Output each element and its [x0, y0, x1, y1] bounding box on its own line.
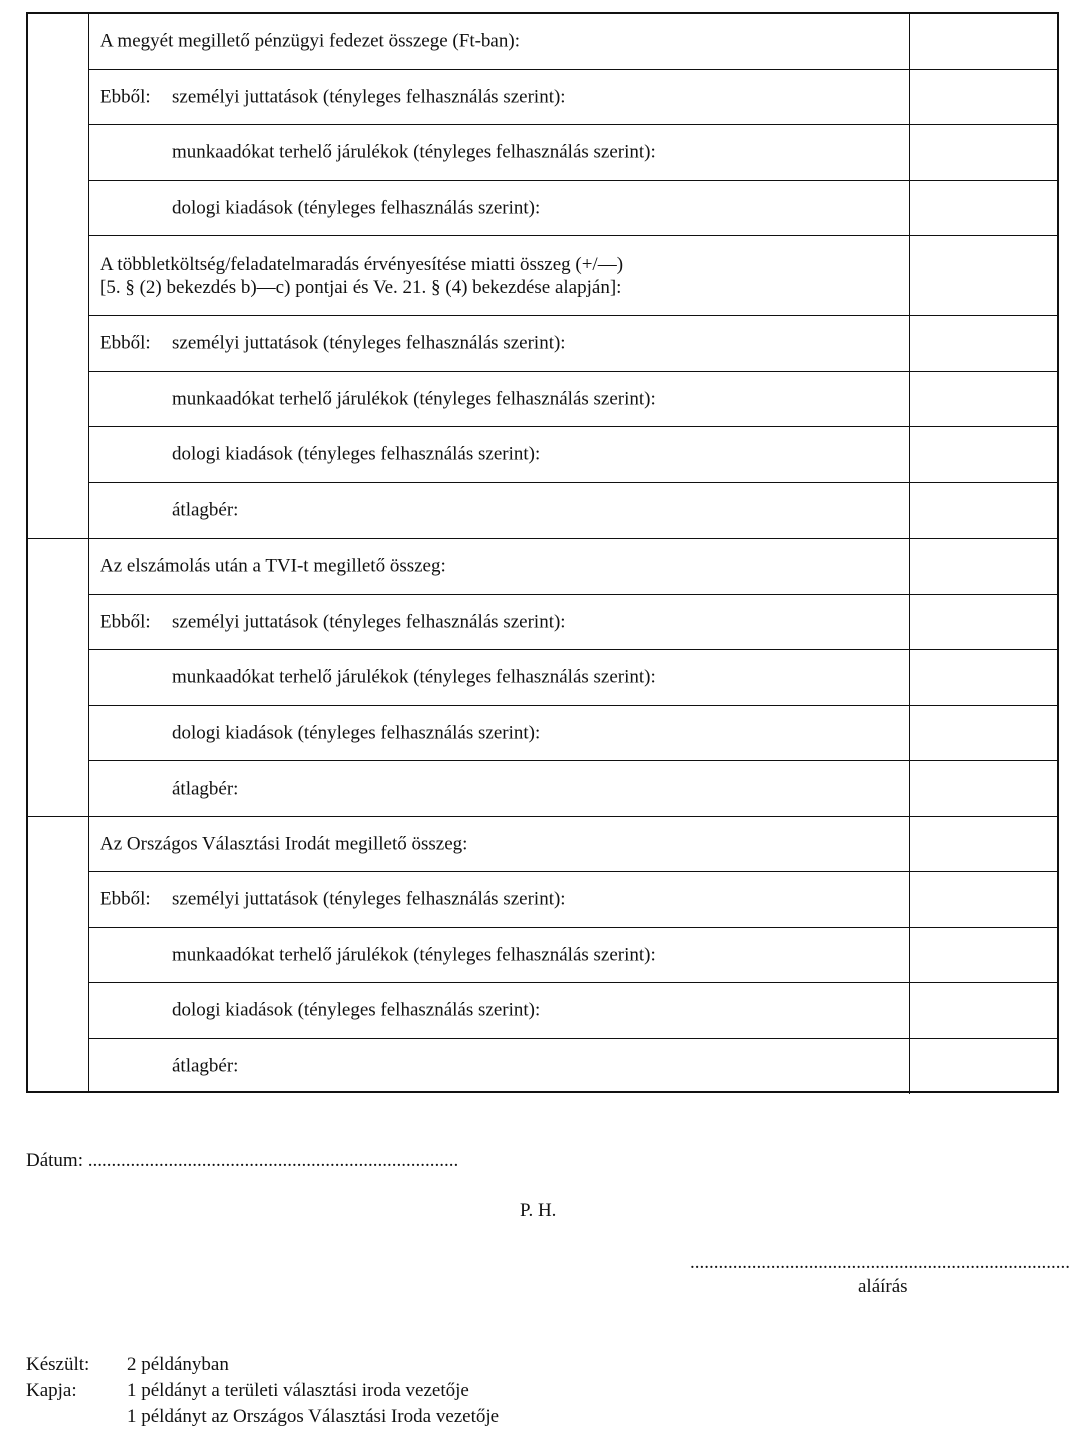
section-rows [88, 817, 1057, 1094]
row-label-text: munkaadókat terhelő járulékok (tényleges felhasználás szerint): [172, 388, 656, 410]
date-field[interactable]: .............................................................................. [87, 1150, 459, 1171]
row-label [100, 85, 897, 108]
row-label-text: személyi juttatások (tényleges felhasználás szerint): [172, 332, 566, 354]
row-label-text: Az elszámolás után a TVI-t megillető összeg: [100, 555, 446, 577]
amount-cell[interactable] [909, 817, 1057, 872]
row-label-text: A megyét megillető pénzügyi fedezet összege (Ft-ban): [100, 30, 520, 52]
amount-cell[interactable] [909, 14, 1057, 69]
row-label [100, 888, 897, 911]
table-row [88, 595, 1057, 651]
row-label [100, 332, 897, 355]
row-label [172, 666, 897, 689]
amount-cell[interactable] [909, 761, 1057, 817]
table-row [88, 427, 1057, 483]
row-prefix: Ebből: [100, 888, 151, 910]
signature-field[interactable]: ................................................................................ [690, 1252, 1070, 1273]
table-row [88, 372, 1057, 428]
amount-cell[interactable] [909, 1039, 1057, 1095]
row-prefix: Ebből: [100, 86, 151, 108]
row-label-text: személyi juttatások (tényleges felhasználás szerint): [172, 888, 566, 910]
row-label [100, 832, 897, 855]
row-label [100, 30, 897, 53]
amount-cell[interactable] [909, 427, 1057, 482]
amount-cell[interactable] [909, 928, 1057, 983]
amount-cell[interactable] [909, 595, 1057, 650]
section-number-cell [28, 14, 89, 538]
row-label-text: dologi kiadások (tényleges felhasználás szerint): [172, 443, 541, 465]
row-label [172, 443, 897, 466]
date-label: Dátum: [26, 1150, 83, 1171]
row-label-text: A többletköltség/feladatelmaradás érvényesítése miatti összeg (+/—) [100, 253, 624, 275]
amount-cell[interactable] [909, 650, 1057, 705]
table-row [88, 483, 1057, 539]
signature-label: aláírás [858, 1276, 908, 1297]
section-rows [88, 539, 1057, 816]
amount-cell[interactable] [909, 483, 1057, 539]
kapja-label: Kapja: [26, 1380, 77, 1401]
stamp-placeholder: P. H. [520, 1200, 557, 1221]
table-row [88, 706, 1057, 762]
kapja-line-2: 1 példányt az Országos Választási Iroda vezetője [127, 1406, 500, 1427]
date-line [26, 1150, 458, 1172]
table-row [88, 872, 1057, 928]
row-label-text-line-2: [5. § (2) bekezdés b)—c) pontjai és Ve. 21. § (4) bekezdése alapján]: [100, 276, 622, 298]
row-prefix: Ebből: [100, 611, 151, 633]
keszult-value: 2 példányban [127, 1354, 229, 1375]
amount-cell[interactable] [909, 539, 1057, 594]
amount-cell[interactable] [909, 70, 1057, 125]
amount-cell[interactable] [909, 872, 1057, 927]
row-label-text: munkaadókat terhelő járulékok (tényleges felhasználás szerint): [172, 666, 656, 688]
amount-cell[interactable] [909, 236, 1057, 315]
row-label [172, 141, 897, 164]
section-number-cell [28, 817, 89, 1094]
row-label [172, 196, 897, 219]
amount-cell[interactable] [909, 181, 1057, 236]
table-section [28, 816, 1057, 1094]
row-label-text: átlagbér: [172, 1055, 239, 1077]
keszult-label: Készült: [26, 1354, 90, 1375]
table-row [88, 928, 1057, 984]
table-row [88, 539, 1057, 595]
row-label [172, 777, 897, 800]
amount-cell[interactable] [909, 316, 1057, 371]
table-row [88, 316, 1057, 372]
table-section [28, 538, 1057, 816]
table-row [88, 650, 1057, 706]
row-label [100, 253, 897, 299]
row-label [172, 721, 897, 744]
table-row [88, 236, 1057, 316]
row-label-text: átlagbér: [172, 499, 239, 521]
row-prefix: Ebből: [100, 332, 151, 354]
table-row [88, 817, 1057, 873]
kapja-line-1: 1 példányt a területi választási iroda vezetője [127, 1380, 469, 1401]
amount-cell[interactable] [909, 372, 1057, 427]
table-row [88, 14, 1057, 70]
table-row [88, 181, 1057, 237]
row-label [172, 943, 897, 966]
row-label-text: személyi juttatások (tényleges felhasználás szerint): [172, 86, 566, 108]
table-row [88, 1039, 1057, 1095]
amount-cell[interactable] [909, 125, 1057, 180]
table-row [88, 761, 1057, 817]
row-label-text: dologi kiadások (tényleges felhasználás szerint): [172, 197, 541, 219]
section-rows [88, 14, 1057, 538]
row-label [172, 1055, 897, 1078]
row-label-text: dologi kiadások (tényleges felhasználás szerint): [172, 999, 541, 1021]
row-label-text: Az Országos Választási Irodát megillető összeg: [100, 833, 468, 855]
amount-cell[interactable] [909, 983, 1057, 1038]
table-section [28, 14, 1057, 538]
row-label-text: munkaadókat terhelő járulékok (tényleges felhasználás szerint): [172, 944, 656, 966]
row-label-text: munkaadókat terhelő járulékok (tényleges felhasználás szerint): [172, 141, 656, 163]
row-label [172, 999, 897, 1022]
amount-cell[interactable] [909, 706, 1057, 761]
row-label [100, 555, 897, 578]
table-row [88, 125, 1057, 181]
section-number-cell [28, 539, 89, 816]
table-row [88, 70, 1057, 126]
row-label [172, 387, 897, 410]
row-label [172, 499, 897, 522]
form-table [26, 12, 1059, 1093]
row-label-text: személyi juttatások (tényleges felhasználás szerint): [172, 611, 566, 633]
row-label [100, 610, 897, 633]
row-label-text: átlagbér: [172, 778, 239, 800]
table-row [88, 983, 1057, 1039]
row-label-text: dologi kiadások (tényleges felhasználás szerint): [172, 722, 541, 744]
